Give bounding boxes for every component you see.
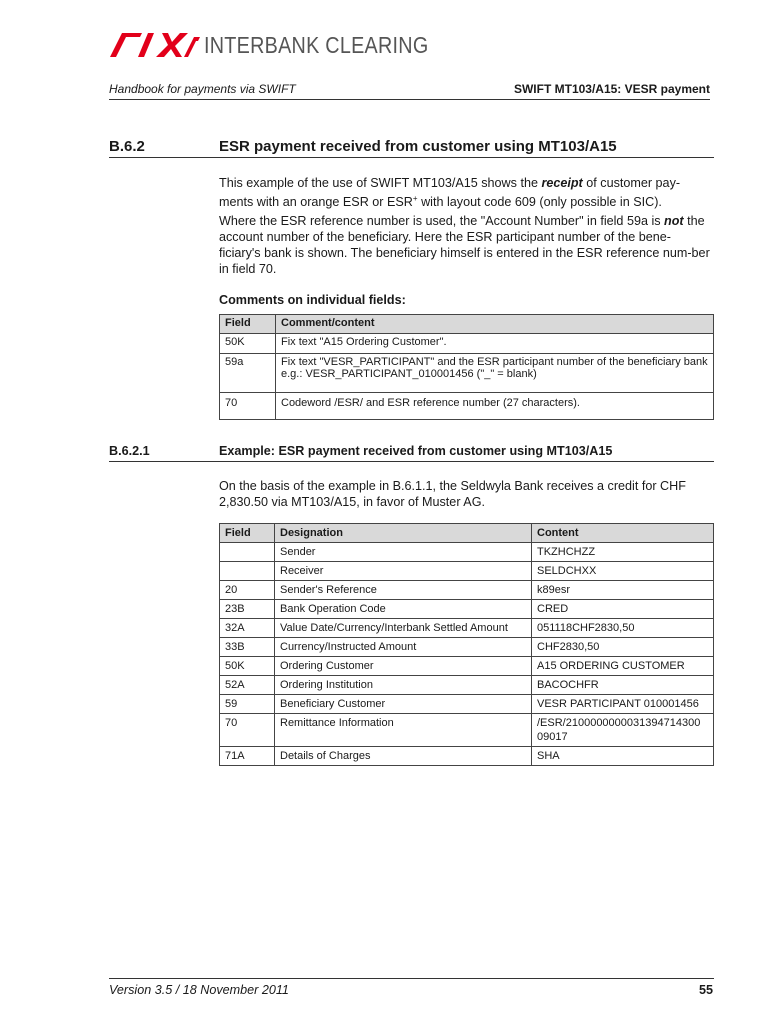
subsection-divider [109, 461, 714, 462]
designation-cell: Beneficiary Customer [275, 695, 532, 714]
subsection-number: B.6.2.1 [109, 444, 150, 458]
table-row [220, 638, 714, 657]
field-cell [220, 562, 275, 581]
content-cell: BACOCHFR [532, 676, 714, 695]
footer-version: Version 3.5 / 18 November 2011 [109, 983, 289, 997]
field-cell: 50K [220, 657, 275, 676]
account-number-paragraph: Where the ESR reference number is used, the "Account Number" in field 59a is not the account number of the beneficiary. Here the ESR participant number of the bene-ficiary's bank is shown. The beneficiary himself is entered in the ESR reference num-ber in field 70. [219, 214, 710, 276]
field-cell: 70 [220, 714, 275, 747]
field-cell [220, 543, 275, 562]
content-cell: TKZHCHZZ [532, 543, 714, 562]
field-cell: 33B [220, 638, 275, 657]
page-number: 55 [698, 983, 713, 997]
header-divider [109, 99, 710, 100]
designation-cell: Value Date/Currency/Interbank Settled Amount [275, 619, 532, 638]
designation-cell: Remittance Information [275, 714, 532, 747]
intro-paragraph: This example of the use of SWIFT MT103/A15 shows the receipt of customer pay-ments with an orange ESR or ESR+ with layout code 609 (only possible in SIC). [219, 176, 681, 210]
comments-table [219, 314, 714, 420]
logo-text: INTERBANK CLEARING [204, 32, 429, 58]
comment-cell: Codeword /ESR/ and ESR reference number (27 characters). [276, 393, 714, 420]
section-number: B.6.2 [109, 138, 145, 155]
content-cell: CHF2830,50 [532, 638, 714, 657]
table-header-row [220, 524, 714, 543]
content-cell: 051118CHF2830,50 [532, 619, 714, 638]
table-row [220, 393, 714, 420]
designation-cell: Sender [275, 543, 532, 562]
table-row [220, 600, 714, 619]
section-divider [109, 157, 714, 158]
content-cell: k89esr [532, 581, 714, 600]
column-header: Designation [275, 524, 532, 543]
table-row [220, 619, 714, 638]
emphasis-not: not [664, 214, 684, 228]
content-cell: CRED [532, 600, 714, 619]
column-header: Field [220, 524, 275, 543]
column-header: Comment/content [276, 315, 714, 334]
field-cell: 71A [220, 747, 275, 766]
table-row [220, 676, 714, 695]
content-cell: SHA [532, 747, 714, 766]
table-row [220, 581, 714, 600]
designation-cell: Receiver [275, 562, 532, 581]
designation-cell: Bank Operation Code [275, 600, 532, 619]
designation-cell: Currency/Instructed Amount [275, 638, 532, 657]
six-logo [108, 31, 202, 59]
footer-divider [109, 978, 714, 979]
comment-cell: Fix text "A15 Ordering Customer". [276, 334, 714, 354]
section-title: ESR payment received from customer using MT103/A15 [219, 138, 617, 155]
content-cell: VESR PARTICIPANT 010001456 [532, 695, 714, 714]
field-cell: 70 [220, 393, 276, 420]
example-paragraph: On the basis of the example in B.6.1.1, the Seldwyla Bank receives a credit for CHF 2,830.50 via MT103/A15, in favor of Muster AG. [219, 479, 686, 509]
header-chapter-title: SWIFT MT103/A15: VESR payment [513, 82, 710, 96]
table-header-row [220, 315, 714, 334]
example-table [219, 523, 714, 766]
field-cell: 50K [220, 334, 276, 354]
column-header: Field [220, 315, 276, 334]
designation-cell: Ordering Customer [275, 657, 532, 676]
table-row [220, 747, 714, 766]
table-row [220, 334, 714, 354]
field-cell: 59a [220, 354, 276, 393]
content-cell: /ESR/2100000000031394714300 09017 [532, 714, 714, 747]
table-row [220, 695, 714, 714]
field-cell: 32A [220, 619, 275, 638]
table-row [220, 657, 714, 676]
designation-cell: Ordering Institution [275, 676, 532, 695]
emphasis-receipt: receipt [541, 176, 583, 190]
field-cell: 23B [220, 600, 275, 619]
field-cell: 20 [220, 581, 275, 600]
subsection-title: Example: ESR payment received from customer using MT103/A15 [219, 444, 613, 458]
content-cell: SELDCHXX [532, 562, 714, 581]
table-row [220, 354, 714, 393]
column-header: Content [532, 524, 714, 543]
table-row [220, 562, 714, 581]
field-cell: 52A [220, 676, 275, 695]
designation-cell: Sender's Reference [275, 581, 532, 600]
designation-cell: Details of Charges [275, 747, 532, 766]
comment-cell: Fix text "VESR_PARTICIPANT" and the ESR participant number of the beneficiary bank e.g.: VESR_PARTICIPANT_010001456 ("_" = blank) [276, 354, 714, 393]
table-row [220, 543, 714, 562]
comments-heading: Comments on individual fields: [219, 293, 406, 307]
field-cell: 59 [220, 695, 275, 714]
content-cell: A15 ORDERING CUSTOMER [532, 657, 714, 676]
header-handbook-title: Handbook for payments via SWIFT [109, 82, 296, 96]
table-row [220, 714, 714, 747]
